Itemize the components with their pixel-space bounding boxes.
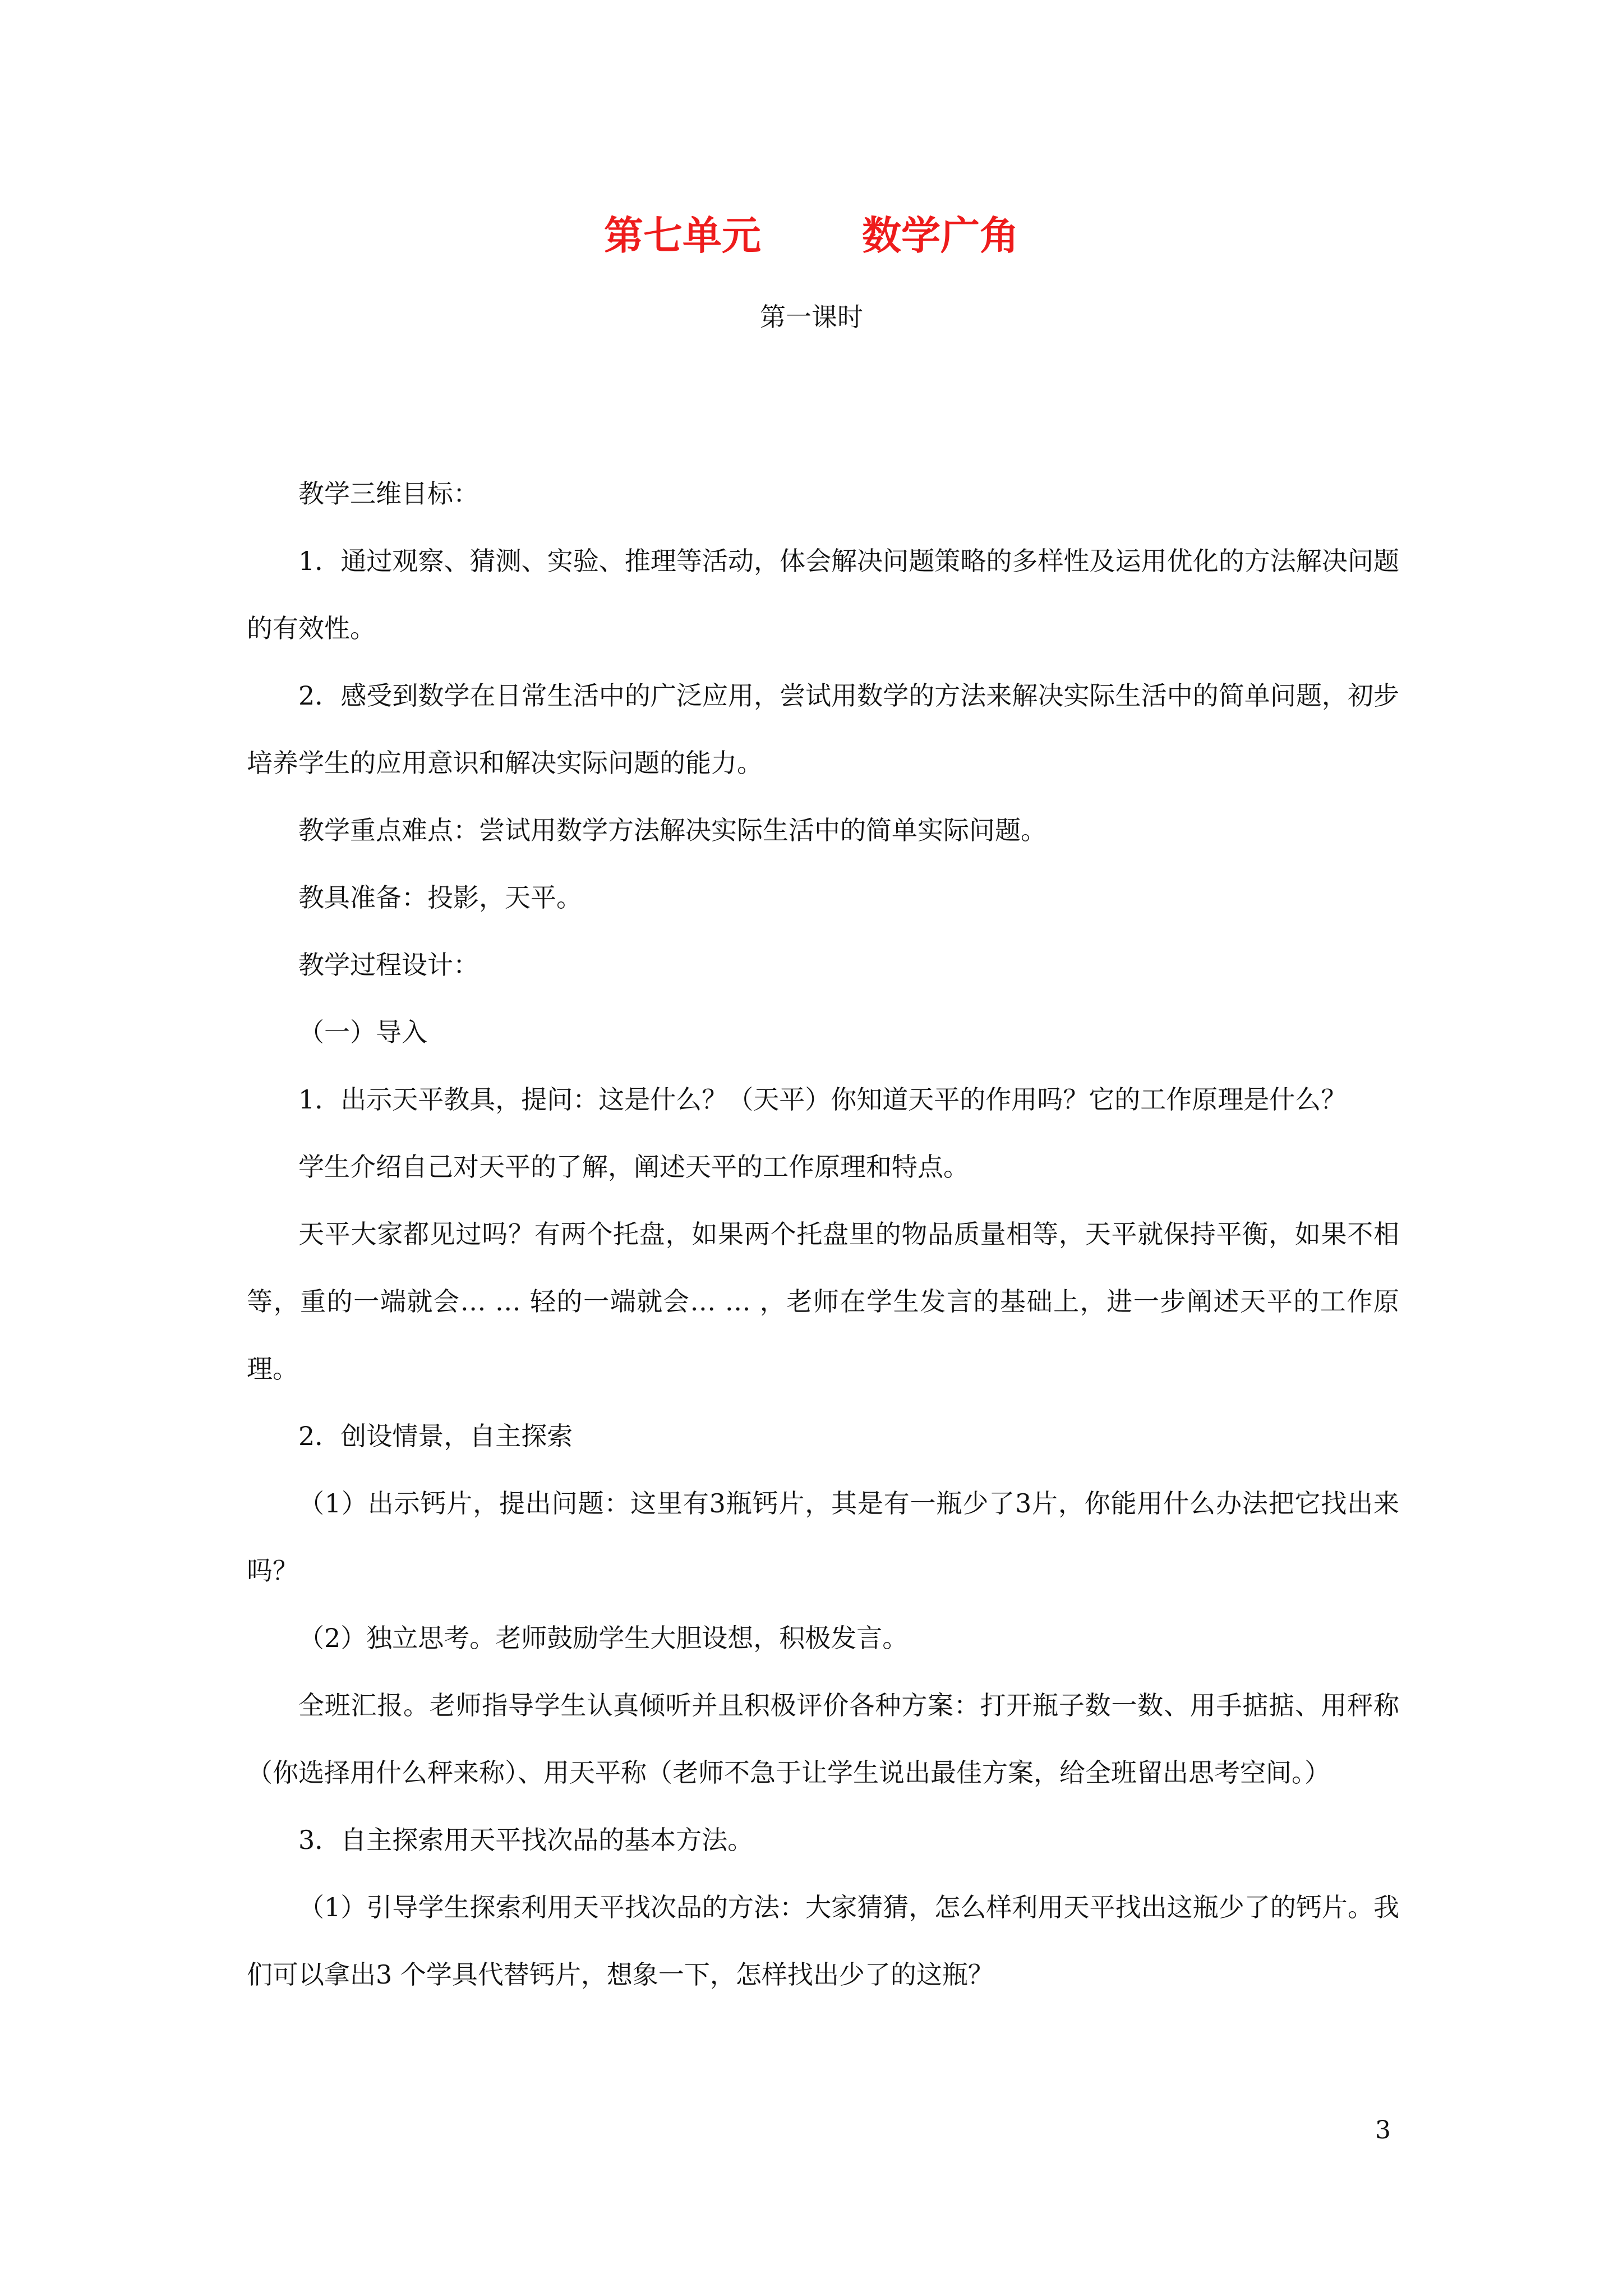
unit-title-topic: 数学广角: [862, 212, 1019, 259]
paragraph: 2．感受到数学在日常生活中的广泛应用，尝试用数学的方法来解决实际生活中的简单问题，初步培养学生的应用意识和解决实际问题的能力。: [247, 680, 1399, 778]
document-body: [247, 460, 1399, 2008]
page-number: 3: [1375, 2116, 1391, 2145]
paragraph: 教学重点难点：尝试用数学方法解决实际生活中的简单实际问题。: [298, 815, 1046, 845]
unit-title: [0, 205, 1623, 266]
lesson-subtitle: 第一课时: [760, 302, 863, 332]
paragraph: 1．通过观察、猜测、实验、推理等活动，体会解决问题策略的多样性及运用优化的方法解决问题的有效性。: [247, 546, 1399, 643]
paragraph: 天平大家都见过吗？有两个托盘，如果两个托盘里的物品质量相等，天平就保持平衡，如果不相等，重的一端就会… … 轻的一端就会… … ，老师在学生发言的基础上，进一步阐述天平的工作原理。: [247, 1219, 1399, 1384]
paragraph: （2）独立思考。老师鼓励学生大胆设想，积极发言。: [298, 1623, 909, 1653]
paragraph: （1）出示钙片，提出问题：这里有3瓶钙片，其是有一瓶少了3片，你能用什么办法把它找出来吗？: [247, 1488, 1399, 1586]
paragraph: 学生介绍自己对天平的了解，阐述天平的工作原理和特点。: [298, 1152, 969, 1182]
paragraph: 教具准备：投影，天平。: [298, 882, 582, 913]
paragraph: 教学三维目标：: [298, 478, 479, 509]
paragraph: 2．创设情景，自主探索: [298, 1421, 573, 1451]
unit-title-number: 第七单元: [604, 212, 761, 259]
paragraph: 1．出示天平教具，提问：这是什么？（天平）你知道天平的作用吗？它的工作原理是什么？: [298, 1084, 1347, 1115]
paragraph: 全班汇报。老师指导学生认真倾听并且积极评价各种方案：打开瓶子数一数、用手掂掂、用秤称（你选择用什么秤来称）、用天平称（老师不急于让学生说出最佳方案，给全班留出思考空间。）: [247, 1690, 1399, 1788]
paragraph: 3．自主探索用天平找次品的基本方法。: [298, 1825, 754, 1855]
paragraph: （1）引导学生探索利用天平找次品的方法：大家猜猜，怎么样利用天平找出这瓶少了的钙片。我们可以拿出3 个学具代替钙片，想象一下，怎样找出少了的这瓶？: [247, 1892, 1399, 1990]
paragraph: （一）导入: [298, 1017, 427, 1047]
paragraph: 教学过程设计：: [298, 950, 479, 980]
